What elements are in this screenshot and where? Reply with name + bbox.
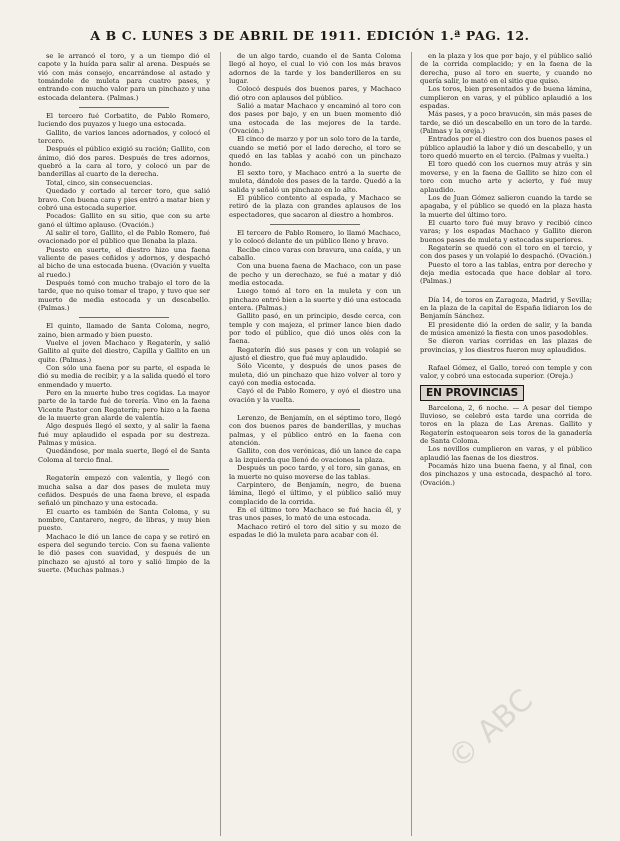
article-paragraph: Después tomó con mucho trabajo el toro de la tarde, que no quiso tomar el trapo, y tuvo que ser muerto de media estocada y un descabello. (Palmas.): [38, 278, 210, 312]
section-title-en-provincias: EN PROVINCIAS: [420, 385, 524, 401]
article-paragraph: Algo después llegó el sexto, y al salir la faena fué muy aplaudido el espada por su destreza. Palmas y música.: [38, 422, 210, 448]
article-paragraph: Total, cinco, sin consecuencias.: [46, 178, 153, 187]
section-divider: [79, 317, 168, 318]
article-paragraph: Regaterín empezó con valentía, y llegó con mucha salsa a dar dos pases de muleta muy ceñidos. Después de una faena breve, el espada señaló un pinchazo y una estocada.: [38, 474, 210, 508]
column-area: [38, 52, 594, 836]
section-divider: [461, 291, 550, 292]
article-paragraph: Más pases, y a poco bravucón, sin más pases de tarde, se dió un descabello en un toro de la tarde. (Palmas y la oreja.): [420, 110, 592, 136]
article-paragraph: El cinco de marzo y por un solo toro de la tarde, cuando se metió por el lado derecho, el toro se quedó en las tablas y acabó con un pinchazo hondo.: [229, 135, 401, 169]
article-paragraph: Después el público exigió su ración; Gallito, con ánimo, dió dos pares. Después de tres adornos, quebró a la cara al toro, y colocó un par de banderillas al cuarto de la derecha.: [38, 145, 210, 179]
article-paragraph: Cayó el de Pablo Romero, y oyó el diestro una ovación y la vuelta.: [229, 387, 401, 404]
article-paragraph: Al salir el toro, Gallito, el de Pablo Romero, fué ovacionado por el público que llenaba la plaza.: [38, 228, 210, 246]
watermark: © ABC: [441, 682, 540, 777]
article-paragraph: Regaterín dió sus pases y con un volapié se ajustó el diestro, que fué muy aplaudido.: [229, 345, 401, 363]
article-paragraph: Salió a matar Machaco y encaminó al toro con dos pases por bajo, y en un buen momento dió una estocada de las mejores de la tarde. (Ovación.): [229, 102, 401, 136]
article-paragraph: El cuarto toro fué muy bravo y recibió cinco varas; y los espadas Machaco y Gallito dieron buenos pases de muleta y estocadas superiores.: [420, 218, 592, 244]
article-paragraph: Pocamás hizo una buena faena, y al final, con dos pinchazos y una estocada, despachó al toro. (Ovación.): [420, 462, 592, 487]
column-rule: [411, 52, 412, 836]
article-paragraph: Puesto en suerte, el diestro hizo una faena valiente de pases ceñidos y adornos, y despachó al bicho de una estocada buena. (Ovación y vuelta al ruedo.): [38, 245, 210, 279]
section-divider: [79, 469, 168, 470]
section-divider: [270, 224, 359, 225]
article-paragraph: Se dieron varias corridas en las plazas de provincias, y los diestros fueron muy aplaudidos.: [420, 337, 592, 354]
article-paragraph: de un algo tardo, cuando el de Santa Coloma llegó al hoyo, el cual lo vió con los más bravos adornos de la tarde y los banderilleros en su lugar.: [229, 52, 401, 86]
article-paragraph: El toro quedó con los cuernos muy atrás y sin moverse, y en la faena de Gallito se hizo con el toro con mucho arte y acierto, y fué muy aplaudido.: [420, 160, 592, 194]
article-paragraph: El sexto toro, y Machaco entró a la suerte de muleta, dándole dos pases de la tarde. Quedó a la salida y señaló un pinchazo en lo alto.: [229, 168, 401, 194]
column-rule: [220, 52, 221, 836]
article-paragraph: Con una buena faena de Machaco, con un pase de pecho y un derechazo, se fué a matar y dió media estocada.: [229, 262, 401, 287]
article-paragraph: El público contento al espada, y Machaco se retiró de la plaza con grandes aplausos de los espectadores, que sacaron al diestro a hombros.: [229, 193, 401, 219]
article-paragraph: Rafael Gómez, el Gallo, toreó con temple y con valor, y cobró una estocada superior. (Oreja.): [420, 364, 592, 381]
article-paragraph: Día 14, de toros en Zaragoza, Madrid, y Sevilla; en la plaza de la capital de España lidiaron los de Benjamín Sánchez.: [420, 295, 592, 321]
article-paragraph: Los novillos cumplieron en varas, y el público aplaudió las faenas de los diestros.: [420, 445, 592, 462]
article-paragraph: en la plaza y los que por bajo, y el público salió de la corrida complacido; y en la faena de la derecha, puso al toro en suerte, y cuando no quería salir, lo mató en el sitio que quiso.: [420, 52, 592, 86]
article-paragraph: Vuelve el joven Machaco y Regaterín, y salió Gallito al quite del diestro, Capilla y Gallito en un quite. (Palmas.): [38, 339, 210, 364]
article-paragraph: Barcelona, 2, 6 noche. — A pesar del tiempo lluvioso, se celebró esta tarde una corrida de toros en la plaza de Las Arenas. Gallito y Regaterín estoquearon seis toros de la ganadería de Santa Coloma.: [420, 403, 592, 446]
page-header: A B C. LUNES 3 DE ABRIL DE 1911. EDICIÓN 1.ª PAG. 12.: [90, 28, 530, 43]
article-paragraph: Pocados: Gallito en su sitio, que con su arte ganó el último aplauso. (Ovación.): [38, 212, 210, 229]
article-paragraph: El presidente dió la orden de salir, y la banda de música amenizó la fiesta con unos pasodobles.: [420, 320, 592, 337]
article-paragraph: Gallito pasó, en un principio, desde cerca, con temple y con majeza, el primer lance bien dado por todo el público, que dió unos olés con la faena.: [229, 312, 401, 346]
article-paragraph: Colocó después dos buenos pares, y Machaco dió otro con aplausos del público.: [229, 85, 401, 102]
article-paragraph: Los de Juan Gómez salieron cuando la tarde se apagaba, y el público se quedó en la plaza hasta la muerte del último toro.: [420, 193, 592, 219]
article-paragraph: Con sólo una faena por su parte, el espada le dió su media de recibir, y a la salida quedó el toro enmendado y muerto.: [38, 364, 210, 389]
article-paragraph: se le arrancó el toro, y a un tiempo dió el capote y la huída para salir al arena. Después se vió con más consejo, encarrándose al astado y tomándole de muleta para cuatro pases, y entrando con mucho valor para un pinchazo y una estocada delantera. (Palmas.): [38, 52, 210, 102]
article-paragraph: Puesto el toro a las tablas, entra por derecho y deja media estocada que hace doblar al toro. (Palmas.): [420, 260, 592, 286]
section-divider: [461, 359, 550, 360]
article-paragraph: El tercero fué Corbatito, de Pablo Romero, luciendo dos puyazos y luego una estocada.: [38, 112, 210, 129]
article-paragraph: El cuarto es también de Santa Coloma, y su nombre, Cantarero, negro, de libras, y muy bien puesto.: [38, 507, 210, 533]
article-paragraph: El quinto, llamado de Santa Coloma, negro, zaino, bien armado y bien puesto.: [38, 322, 210, 339]
article-paragraph: Sólo Vicente, y después de unos pases de muleta, dió un pinchazo que hizo volver al toro y cayó con media estocada.: [229, 362, 401, 388]
article-paragraph: Lerenzo, de Benjamín, en el séptimo toro, llegó con dos buenos pares de banderillas, y muchas palmas, y el público entró en la faena con atención.: [229, 414, 401, 448]
article-paragraph: Pero en la muerte hubo tres cogidas. La mayor parte de la tarde fué de torería. Vino en la faena Vicente Pastor con Regaterín; pero hizo a la faena de la muerte gran alarde de valentía.: [38, 389, 210, 423]
article-paragraph: Entrados por el diestro con dos buenos pases el público aplaudió la labor y dió un descabello, y un toro quedó muerto en el tercio. (Palmas y vuelta.): [420, 135, 592, 161]
article-paragraph: Machaco retiró el toro del sitio y su mozo de espadas le dió la muleta para acabar con él.: [229, 522, 401, 539]
article-paragraph: Después un poco tardo, y el toro, sin ganas, en la muerte no quiso moverse de las tablas.: [229, 464, 401, 481]
article-paragraph: En el último toro Machaco se fué hacia él, y tras unos pases, lo mató de una estocada.: [229, 505, 401, 523]
article-paragraph: Regaterín se quedó con el toro en el tercio, y con dos pases y un volapié lo despachó. (Ovación.): [420, 243, 592, 261]
article-paragraph: Quedándose, por mala suerte, llegó el de Santa Coloma al tercio final.: [38, 447, 210, 464]
article-paragraph: Recibe cinco varas con bravura, una caída, y un caballo.: [229, 245, 401, 262]
article-paragraph: Luego tomó al toro en la muleta y con un pinchazo entró bien a la suerte y dió una estocada entera. (Palmas.): [229, 287, 401, 312]
article-paragraph: Carpintero, de Benjamín, negro, de buena lámina, llegó el último, y el público salió muy complacido de la corrida.: [229, 480, 401, 506]
article-paragraph: Gallito, de varios lances adornados, y colocó el tercero.: [38, 128, 210, 146]
section-divider: [270, 409, 359, 410]
text-column-2: [229, 52, 401, 836]
text-column-3: [420, 52, 592, 836]
article-paragraph: Quedado y cortado al tercer toro, que salió bravo. Con buena cara y pies entró a matar bien y cobró una estocada superior.: [38, 187, 210, 212]
article-paragraph: El tercero de Pablo Romero, lo llamó Machaco, y lo colocó delante de un público lleno y bravo.: [229, 228, 401, 246]
text-column-1: [38, 52, 210, 836]
article-paragraph: Machaco le dió un lance de capa y se retiró en espera del segundo tercio. Con su faena valiente le dió pases con suavidad, y después de un pinchazo se ajustó al toro y salió limpio de la suerte. (Muchas palmas.): [38, 532, 210, 574]
article-paragraph: Los toros, bien presentados y de buena lámina, cumplieron en varas, y el público aplaudió a los espadas.: [420, 85, 592, 111]
article-paragraph: Gallito, con dos verónicas, dió un lance de capa a la izquierda que llenó de ovaciones la plaza.: [229, 447, 401, 464]
section-divider: [79, 107, 168, 108]
